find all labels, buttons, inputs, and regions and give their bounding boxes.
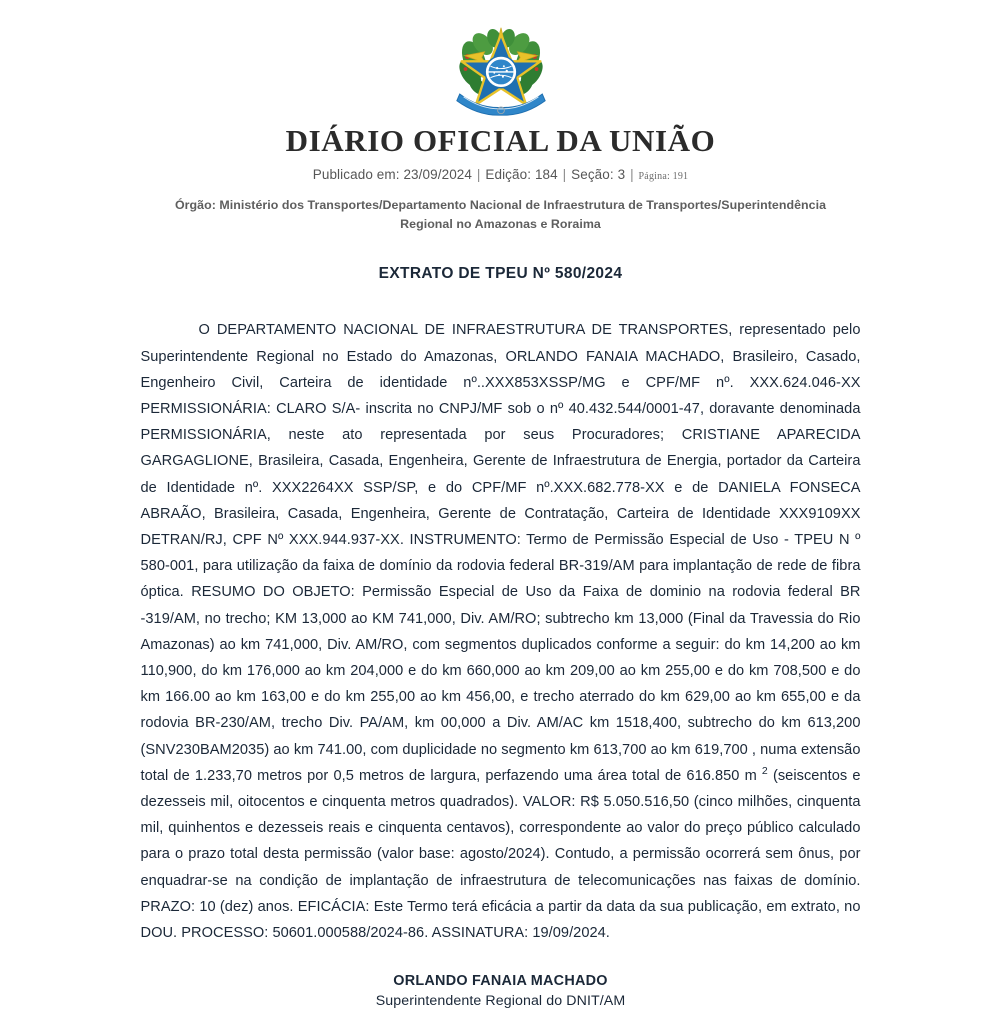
- section-value: 3: [617, 167, 626, 183]
- page-title: DIÁRIO OFICIAL DA UNIÃO: [285, 123, 716, 158]
- act-heading: EXTRATO DE TPEU Nº 580/2024: [378, 264, 623, 282]
- edition-label: Edição:: [485, 167, 532, 183]
- published-date: 23/09/2024: [403, 167, 473, 183]
- signatory-role: Superintendente Regional do DNIT/AM: [375, 992, 626, 1009]
- act-body-part-1: O DEPARTAMENTO NACIONAL DE INFRAESTRUTURA DE TRANSPORTES, representado pelo Superintendente Regional no Estado do Amazonas, ORLANDO FANAIA MACHADO, Brasileiro, Casado, Engenheiro Civil, Carteira de identidade nº..XXX853XSSP/MG e CPF/MF nº. XXX.624.046-XX PERMISSIONÁRIA: CLARO S/A- inscrita no CNPJ/MF sob o nº 40.432.544/0001-47, doravante denominada PERMISSIONÁRIA, neste ato representada por seus Procuradores; CRISTIANE APARECIDA GARGAGLIONE, Brasileira, Casada, Engenheira, Gerente de Infraestrutura de Energia, portador da Carteira de Identidade nº. XXX2264XX SSP/SP, e do CPF/MF nº.XXX.682.778-XX e de DANIELA FONSECA ABRAÃO, Brasileira, Casada, Engenheira, Gerente de Contratação, Carteira de Identidade XXX9109XX DETRAN/RJ, CPF Nº XXX.944.937-XX. INSTRUMENTO: Termo de Permissão Especial de Uso - TPEU N º 580-001, para utilização da faixa de domínio da rodovia federal BR-319/AM para implantação de rede de fibra óptica. RESUMO DO OBJETO: Permissão Especial de Uso da Faixa de dominio na rodovia federal BR -319/AM, no trecho; KM 13,000 ao KM 741,000, Div. AM/RO; subtrecho km 13,000 (Final da Travessia do Rio Amazonas) ao km 741,000, Div. AM/RO, com segmentos duplicados conforme a seguir: do km 14,200 ao km 110,900, do km 176,000 ao km 204,000 e do km 660,000 ao km 209,00 ao km 255,00 e do km 708,500 e do km 166.00 ao km 163,00 e do km 255,00 ao km 456,00, e trecho aterrado do km 629,00 ao km 655,00 e da rodovia BR-230/AM, trecho Div. PA/AM, km 00,000 a Div. AM/AC km 1518,400, subtrecho do km 613,200 (SNV230BAM2035) ao km 741.00, com duplicidade no segmento km 613,700 ao km 619,700 , numa extensão total de 1.233,70 metros por 0,5 metros de largura, perfazendo uma área total de 616.850 m: [140, 322, 861, 784]
- edition-value: 184: [534, 167, 558, 183]
- separator-3: |: [630, 167, 634, 183]
- organ-line: Órgão: Ministério dos Transportes/Departamento Nacional de Infraestrutura de Transportes/Superintendência Regional no Amazonas e Roraima: [174, 198, 827, 232]
- square-meter-superscript: 2: [761, 764, 768, 777]
- emblem-container: [0, 22, 1001, 120]
- act-body-paragraph: [141, 317, 861, 946]
- brazil-coat-of-arms-icon: [453, 22, 549, 118]
- signature-block: [141, 972, 861, 1011]
- published-label: Publicado em:: [312, 167, 400, 183]
- separator-2: |: [562, 167, 567, 183]
- page-number-label: Página: 191: [638, 171, 689, 183]
- section-label: Seção:: [571, 167, 614, 183]
- act-body: [141, 295, 861, 1010]
- signatory-name: ORLANDO FANAIA MACHADO: [393, 973, 608, 990]
- act-body-part-2: (seiscentos e dezesseis mil, oitocentos e cinquenta metros quadrados). VALOR: R$ 5.050.516,50 (cinco milhões, cinquenta mil, quinhentos e dezesseis reais e cinquenta centavos), correspondente ao valor do preço público calculado para o prazo total desta permissão (valor base: agosto/2024). Contudo, a permissão ocorrerá sem ônus, por enquadrar-se na condição de implantação de infraestrutura de telecomunicações nas faixas de domínio. PRAZO: 10 (dez) anos. EFICÁCIA: Este Termo terá eficácia a partir da data da sua publicação, em extrato, no DOU. PROCESSO: 50601.000588/2024-86. ASSINATURA: 19/09/2024.: [140, 767, 861, 942]
- masthead: [0, 0, 1001, 235]
- separator-1: |: [476, 167, 481, 183]
- publication-info: [0, 167, 1001, 182]
